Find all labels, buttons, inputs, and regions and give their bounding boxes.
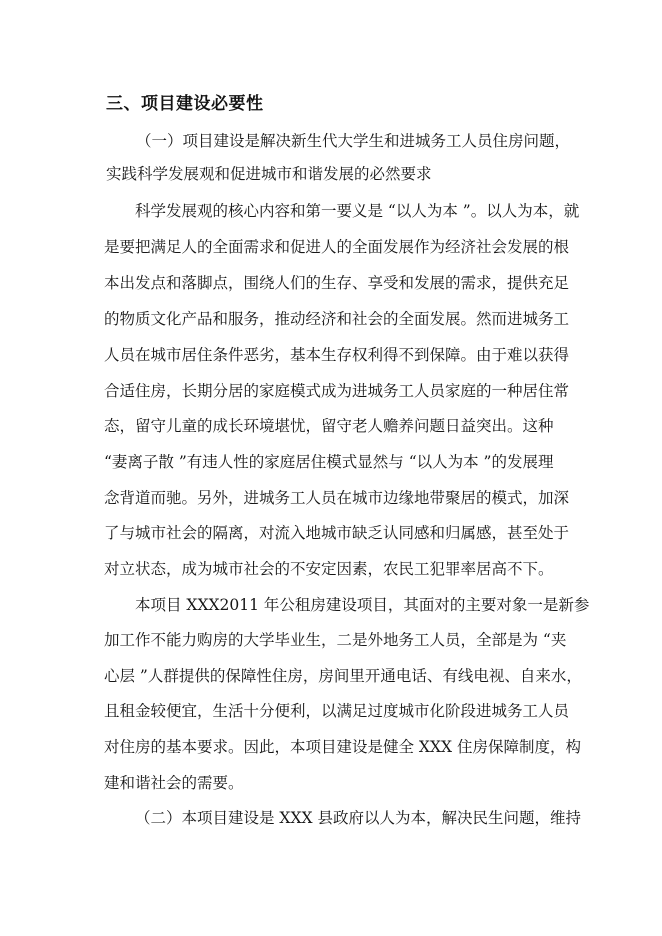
paragraph-line: 是要把满足人的全面需求和促进人的全面发展作为经济社会发展的根	[104, 238, 570, 256]
paragraph-line: 合适住房，长期分居的家庭模式成为进城务工人员家庭的一种居住常	[104, 382, 570, 400]
paragraph-line: 对立状态，成为城市社会的不安定因素，农民工犯罪率居高不下。	[104, 560, 554, 578]
paragraph-line: 加工作不能力购房的大学毕业生，二是外地务工人员，全部是为 “夹	[104, 631, 567, 649]
paragraph-line: 对住房的基本要求。因此，本项目建设是健全 XXX 住房保障制度，构	[104, 738, 581, 756]
paragraph-line: 科学发展观的核心内容和第一要义是 “以人为本 ”。以人为本，就	[135, 202, 580, 220]
paragraph-line: 了与城市社会的隔离，对流入地城市缺乏认同感和归属感，甚至处于	[104, 524, 570, 542]
paragraph-line: 念背道而驰。另外，进城务工人员在城市边缘地带聚居的模式，加深	[104, 489, 570, 507]
paragraph-line: 人员在城市居住条件恶劣，基本生存权利得不到保障。由于难以获得	[104, 346, 570, 364]
paragraph-line: 态，留守儿童的成长环境堪忧，留守老人赡养问题日益突出。这种	[104, 417, 554, 435]
paragraph-line: 建和谐社会的需要。	[104, 774, 244, 792]
section-heading: 三、项目建设必要性	[106, 94, 264, 114]
paragraph-line: 实践科学发展观和促进城市和谐发展的必然要求	[106, 165, 432, 183]
paragraph-line: （一）项目建设是解决新生代大学生和进城务工人员住房问题，	[136, 132, 571, 150]
paragraph-line: 且租金较便宜，生活十分便利，以满足过度城市化阶段进城务工人员	[104, 702, 570, 720]
paragraph-line: 心层 ”人群提供的保障性住房，房间里开通电话、有线电视、自来水，	[104, 667, 582, 685]
paragraph-line: 的物质文化产品和服务，推动经济和社会的全面发展。然而进城务工	[104, 310, 570, 328]
paragraph-line: （二）本项目建设是 XXX 县政府以人为本，解决民生问题，维持	[135, 809, 581, 827]
paragraph-line: 本出发点和落脚点，围绕人们的生存、享受和发展的需求，提供充足	[104, 274, 570, 292]
paragraph-line: 本项目 XXX2011 年公租房建设项目，其面对的主要对象一是新参	[135, 596, 590, 614]
paragraph-line: “妻离子散 ”有违人性的家庭居住模式显然与 “以人为本 ”的发展理	[104, 453, 554, 471]
